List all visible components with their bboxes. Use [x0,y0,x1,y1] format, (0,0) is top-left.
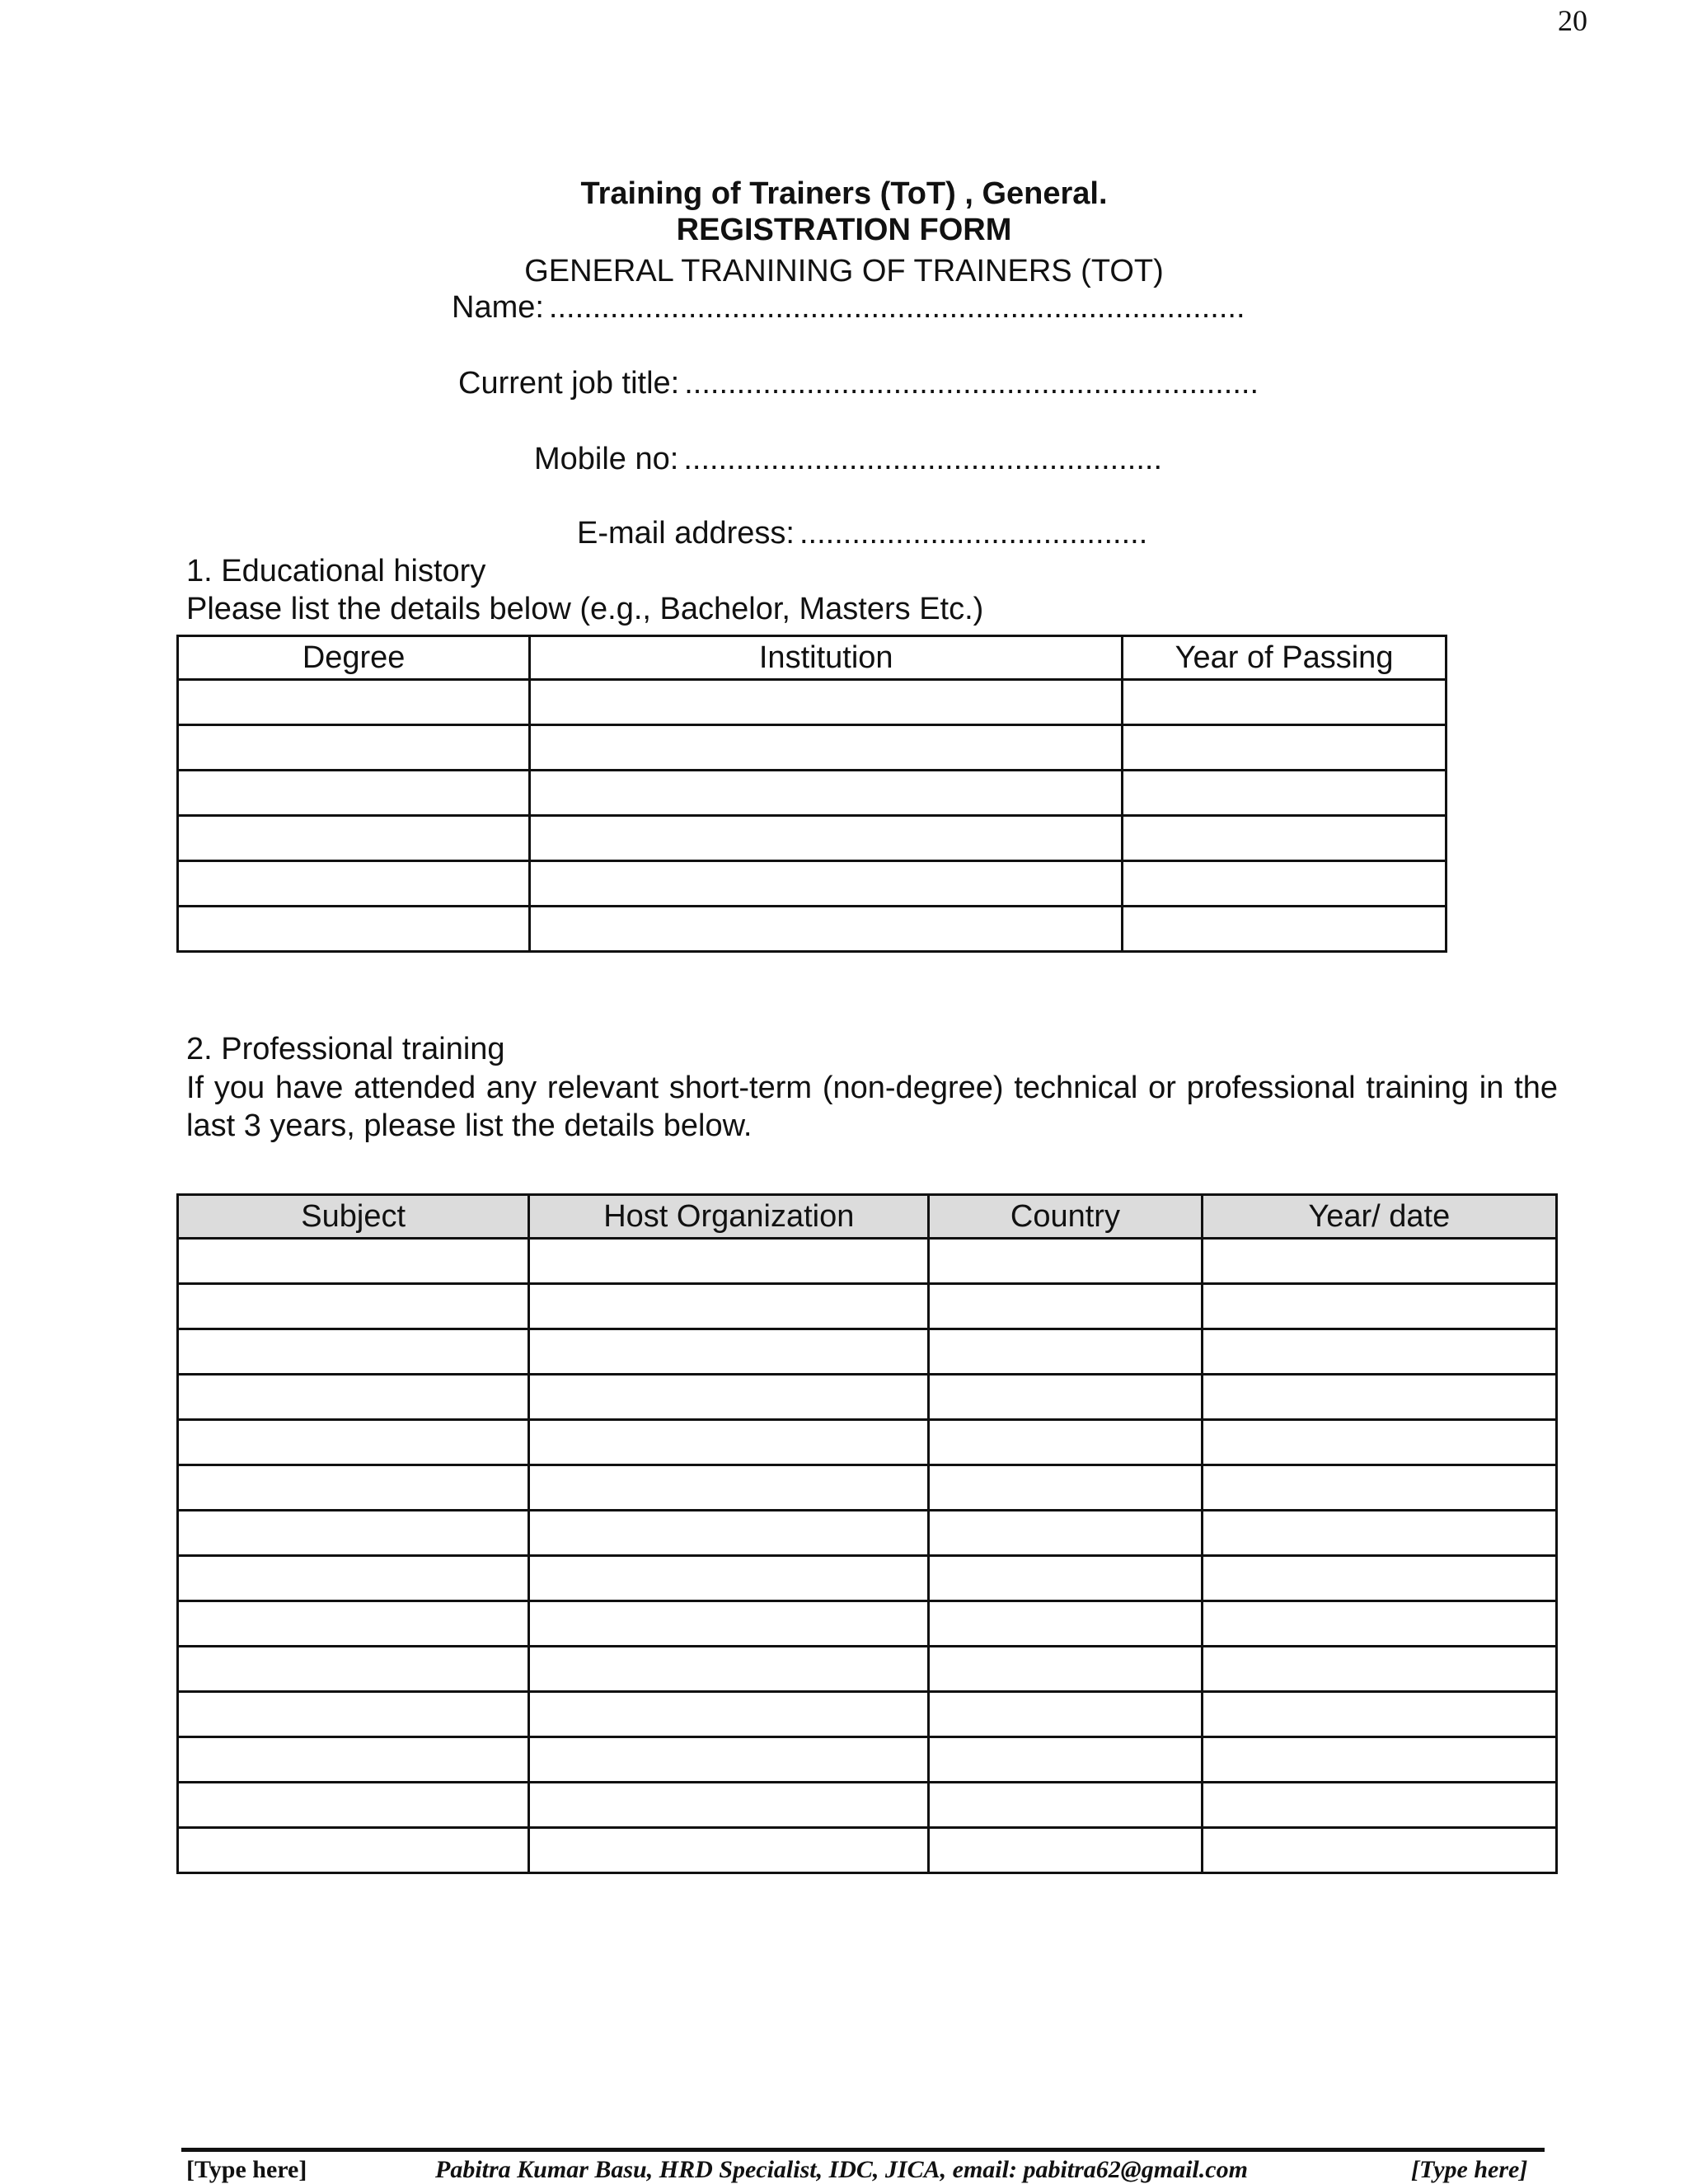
footer-left: [Type here] [186,2156,307,2183]
table-cell[interactable] [529,1284,929,1329]
table-row [178,1420,1557,1465]
table-row [178,861,1447,907]
table-cell[interactable] [1202,1828,1556,1873]
table-cell[interactable] [529,1601,929,1647]
table-cell[interactable] [530,816,1123,861]
table-cell[interactable] [529,1692,929,1737]
table-row [178,1828,1557,1873]
column-header: Country [929,1195,1202,1239]
table-cell[interactable] [1202,1329,1556,1375]
table-cell[interactable] [178,1692,529,1737]
training-table [176,1193,1558,1874]
table-cell[interactable] [1202,1737,1556,1783]
education-table [176,635,1447,953]
training-section-title: 2. Professional training [186,1032,505,1066]
name-label: Name: [452,290,544,325]
table-row [178,680,1447,725]
table-cell[interactable] [929,1556,1202,1601]
table-cell[interactable] [530,907,1123,952]
table-cell[interactable] [178,1737,529,1783]
table-row [178,1329,1557,1375]
table-row [178,725,1447,771]
mobile-blank[interactable]: ....................................................... [683,442,1162,476]
table-row [178,1375,1557,1420]
table-cell[interactable] [1202,1783,1556,1828]
table-cell[interactable] [1202,1601,1556,1647]
column-header: Subject [178,1195,529,1239]
form-title: Training of Trainers (ToT) , General. [580,176,1108,211]
column-header: Year of Passing [1123,636,1447,680]
table-cell[interactable] [178,861,530,907]
table-row [178,1647,1557,1692]
column-header: Year/ date [1202,1195,1556,1239]
education-section-title: 1. Educational history [186,554,486,588]
table-cell[interactable] [178,1465,529,1511]
table-row [178,1556,1557,1601]
table-cell[interactable] [1202,1375,1556,1420]
table-row [178,907,1447,952]
name-blank[interactable]: ................................................................................ [548,290,1245,325]
column-header: Institution [530,636,1123,680]
name-field[interactable] [452,290,1245,326]
form-program-name: GENERAL TRANINING OF TRAINERS (TOT) [524,254,1164,288]
column-header: Degree [178,636,530,680]
table-cell[interactable] [929,1647,1202,1692]
training-header-row [178,1195,1557,1239]
table-row [178,1692,1557,1737]
table-cell[interactable] [178,1511,529,1556]
table-cell[interactable] [1202,1465,1556,1511]
table-row [178,1465,1557,1511]
table-cell[interactable] [178,1420,529,1465]
table-cell[interactable] [1123,861,1447,907]
table-cell[interactable] [529,1239,929,1284]
table-cell[interactable] [1202,1511,1556,1556]
footer-right: [Type here] [1411,2156,1528,2183]
table-cell[interactable] [929,1601,1202,1647]
table-cell[interactable] [929,1737,1202,1783]
table-cell[interactable] [178,1375,529,1420]
table-cell[interactable] [529,1465,929,1511]
table-cell[interactable] [178,1284,529,1329]
table-cell[interactable] [529,1783,929,1828]
table-cell[interactable] [178,1329,529,1375]
table-cell[interactable] [1123,816,1447,861]
table-cell[interactable] [1123,725,1447,771]
table-cell[interactable] [178,907,530,952]
table-cell[interactable] [929,1511,1202,1556]
table-cell[interactable] [529,1737,929,1783]
table-cell[interactable] [178,680,530,725]
education-header-row [178,636,1447,680]
column-header: Host Organization [529,1195,929,1239]
table-cell[interactable] [178,1828,529,1873]
table-row [178,771,1447,816]
table-row [178,1783,1557,1828]
table-cell[interactable] [1123,771,1447,816]
table-cell[interactable] [530,861,1123,907]
table-row [178,1284,1557,1329]
table-cell[interactable] [929,1420,1202,1465]
table-cell[interactable] [529,1647,929,1692]
table-row [178,1511,1557,1556]
table-cell[interactable] [929,1692,1202,1737]
table-cell[interactable] [178,816,530,861]
education-instruction: Please list the details below (e.g., Bachelor, Masters Etc.) [186,592,984,626]
table-cell[interactable] [529,1329,929,1375]
table-cell[interactable] [529,1556,929,1601]
table-cell[interactable] [929,1465,1202,1511]
table-cell[interactable] [929,1239,1202,1284]
table-cell[interactable] [1202,1239,1556,1284]
table-cell[interactable] [529,1828,929,1873]
table-cell[interactable] [929,1828,1202,1873]
table-cell[interactable] [1202,1556,1556,1601]
table-cell[interactable] [1202,1420,1556,1465]
table-row [178,1239,1557,1284]
footer-divider [181,2148,1545,2152]
table-cell[interactable] [1202,1692,1556,1737]
table-cell[interactable] [530,771,1123,816]
table-row [178,1601,1557,1647]
table-cell[interactable] [1123,680,1447,725]
form-subtitle: REGISTRATION FORM [676,213,1012,247]
mobile-field[interactable] [534,442,1162,477]
job-title-label: Current job title: [458,366,680,401]
table-cell[interactable] [530,725,1123,771]
table-row [178,1737,1557,1783]
email-blank[interactable]: ........................................ [799,516,1148,551]
table-cell[interactable] [1202,1647,1556,1692]
table-cell[interactable] [1123,907,1447,952]
table-cell[interactable] [929,1783,1202,1828]
table-row [178,816,1447,861]
email-field[interactable] [577,516,1147,551]
mobile-label: Mobile no: [534,442,679,476]
table-cell[interactable] [929,1329,1202,1375]
footer-author: Pabitra Kumar Basu, HRD Specialist, IDC, JICA, email: pabitra62@gmail.com [435,2156,1248,2183]
job-title-field[interactable] [458,366,1259,401]
table-cell[interactable] [1202,1284,1556,1329]
table-cell[interactable] [929,1375,1202,1420]
training-instruction: If you have attended any relevant short-term (non-degree) technical or professional training in the last 3 years, please list the details below. [186,1071,1558,1143]
page-number: 20 [1558,4,1587,37]
table-cell[interactable] [178,771,530,816]
email-label: E-mail address: [577,516,795,551]
table-cell[interactable] [178,1647,529,1692]
table-cell[interactable] [530,680,1123,725]
table-cell[interactable] [178,1556,529,1601]
job-title-blank[interactable]: .................................................................. [684,366,1259,401]
table-cell[interactable] [178,1239,529,1284]
table-cell[interactable] [529,1511,929,1556]
table-cell[interactable] [178,1783,529,1828]
table-cell[interactable] [529,1420,929,1465]
table-cell[interactable] [929,1284,1202,1329]
table-cell[interactable] [529,1375,929,1420]
table-cell[interactable] [178,1601,529,1647]
table-cell[interactable] [178,725,530,771]
